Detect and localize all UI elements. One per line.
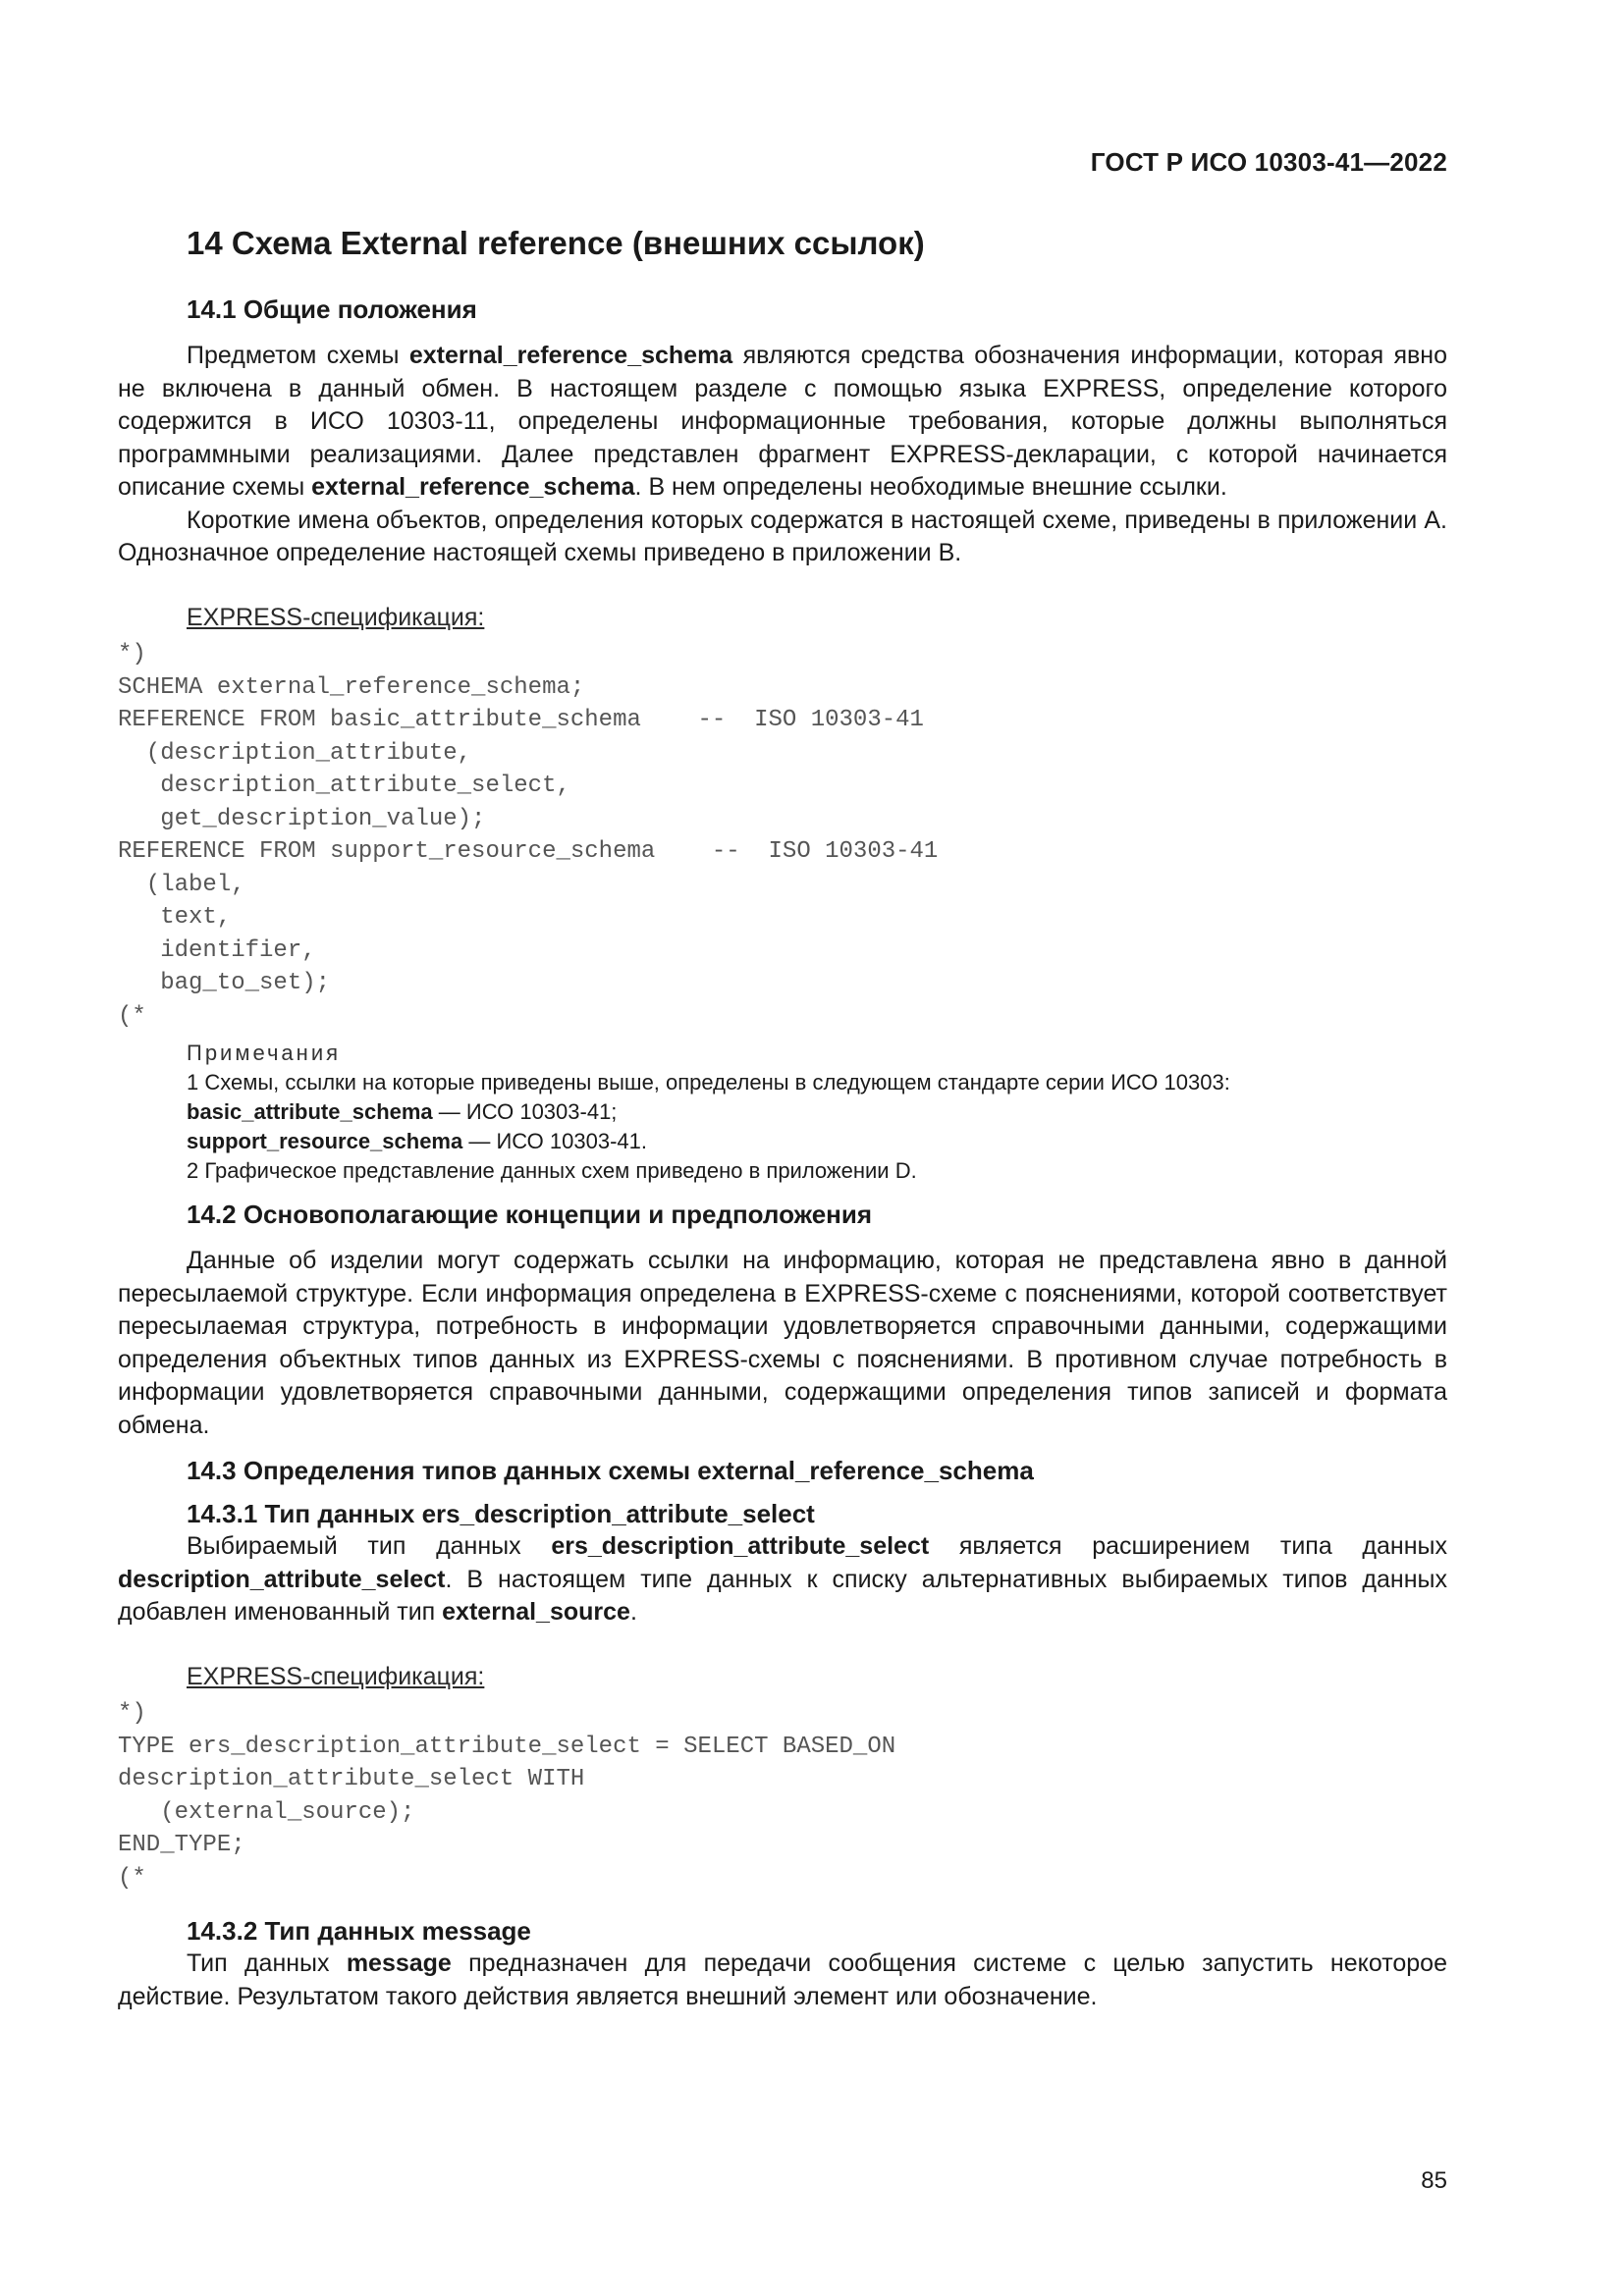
notes-block — [187, 1039, 1447, 1186]
paragraph-14-1-2: Короткие имена объектов, определения которых содержатся в настоящей схеме, приведены в приложении А. Однозначное определение настоящей схемы приведено в приложении В. — [118, 506, 1447, 566]
notes-title: Примечания — [187, 1041, 342, 1065]
term-bold: support_resource_schema — [187, 1129, 463, 1153]
term-bold: description_attribute_select — [118, 1565, 446, 1593]
subsection-14-3-title: 14.3 Определения типов данных схемы external_reference_schema — [187, 1456, 1034, 1485]
term-bold: ers_description_attribute_select — [551, 1532, 930, 1560]
text-run: — ИСО 10303-41. — [462, 1129, 647, 1153]
text-run: . В нем определены необходимые внешние ссылки. — [634, 473, 1227, 501]
paragraph-14-1-1 — [118, 340, 1447, 505]
document-header: ГОСТ Р ИСО 10303-41—2022 — [1090, 147, 1447, 177]
text-run: — ИСО 10303-41; — [432, 1099, 618, 1124]
express-code-block-2: *) TYPE ers_description_attribute_select = SELECT BASED_ON description_attribute_select WITH (external_source); END_TYPE; (* — [118, 1700, 896, 1892]
text-run: . — [629, 1598, 637, 1626]
text-run: Выбираемый тип данных — [187, 1532, 552, 1560]
text-run: Тип данных — [187, 1949, 347, 1977]
subsection-14-3-1-title: 14.3.1 Тип данных ers_description_attribute_select — [187, 1499, 815, 1528]
text-run: . В настоящем типе данных к списку альтернативных выбираемых типов данных добавлен именованный тип — [118, 1565, 1447, 1626]
note-2: 2 Графическое представление данных схем приведено в приложении D. — [187, 1158, 917, 1183]
term-bold: external_source — [442, 1598, 630, 1626]
term-bold: external_reference_schema — [311, 473, 635, 501]
section-title: 14 Схема External reference (внешних ссылок) — [187, 225, 925, 261]
text-run: Предметом схемы — [187, 342, 409, 369]
text-run: предназначен для передачи сообщения системе с целью запустить некоторое действие. Результатом такого действия является внешний элемент или обозначение. — [118, 1949, 1447, 2010]
subsection-14-3-2-title: 14.3.2 Тип данных message — [187, 1916, 531, 1946]
text-run: являются средства обозначения информации, которая явно не включена в данный обмен. В настоящем разделе с помощью языка EXPRESS, определение которого содержится в ИСО 10303-11, определены информационные требования, которые должны выполняться программными реализациями. Далее представлен фрагмент EXPRESS-декларации, с которой начинается описание схемы — [118, 342, 1447, 501]
paragraph-14-2-1: Данные об изделии могут содержать ссылки на информацию, которая не представлена явно в данной пересылаемой структуре. Если информация определена в EXPRESS-схеме с пояснениями, которой соответствует пересылаемая структура, потребность в информации удовлетворяется справочными данными, содержащими определения объектных типов данных из EXPRESS-схемы с пояснениями. В противном случае потребность в информации удовлетворяется справочными данными, содержащими определения типов записей и формата обмена. — [118, 1247, 1447, 1439]
express-spec-label: EXPRESS-спецификация: — [187, 603, 485, 631]
paragraph-14-3-2 — [118, 1948, 1447, 2013]
note-1-item-b — [187, 1127, 1447, 1156]
express-code-block: *) SCHEMA external_reference_schema; REFERENCE FROM basic_attribute_schema -- ISO 10303-41 (description_attribute, description_attribute_select, get_description_value); REFERENCE FROM support_resource_schema -- ISO 10303-41 (label, text, identifier, bag_to_set); (* — [118, 641, 939, 1030]
term-bold: external_reference_schema — [408, 342, 733, 369]
text-run: является расширением типа данных — [929, 1532, 1447, 1560]
term-bold: message — [346, 1949, 452, 1977]
page-number: 85 — [1421, 2167, 1447, 2194]
page-content — [118, 224, 1447, 2013]
term-bold: basic_attribute_schema — [187, 1099, 433, 1124]
express-spec-label-2: EXPRESS-спецификация: — [187, 1662, 485, 1690]
subsection-14-2-title: 14.2 Основополагающие концепции и предположения — [187, 1200, 873, 1229]
subsection-14-1-title: 14.1 Общие положения — [187, 294, 477, 324]
note-1: 1 Схемы, ссылки на которые приведены выше, определены в следующем стандарте серии ИСО 10303: — [187, 1070, 1230, 1095]
document-page — [118, 0, 1447, 2296]
paragraph-14-3-1 — [118, 1530, 1447, 1629]
note-1-item-a — [187, 1097, 1447, 1127]
